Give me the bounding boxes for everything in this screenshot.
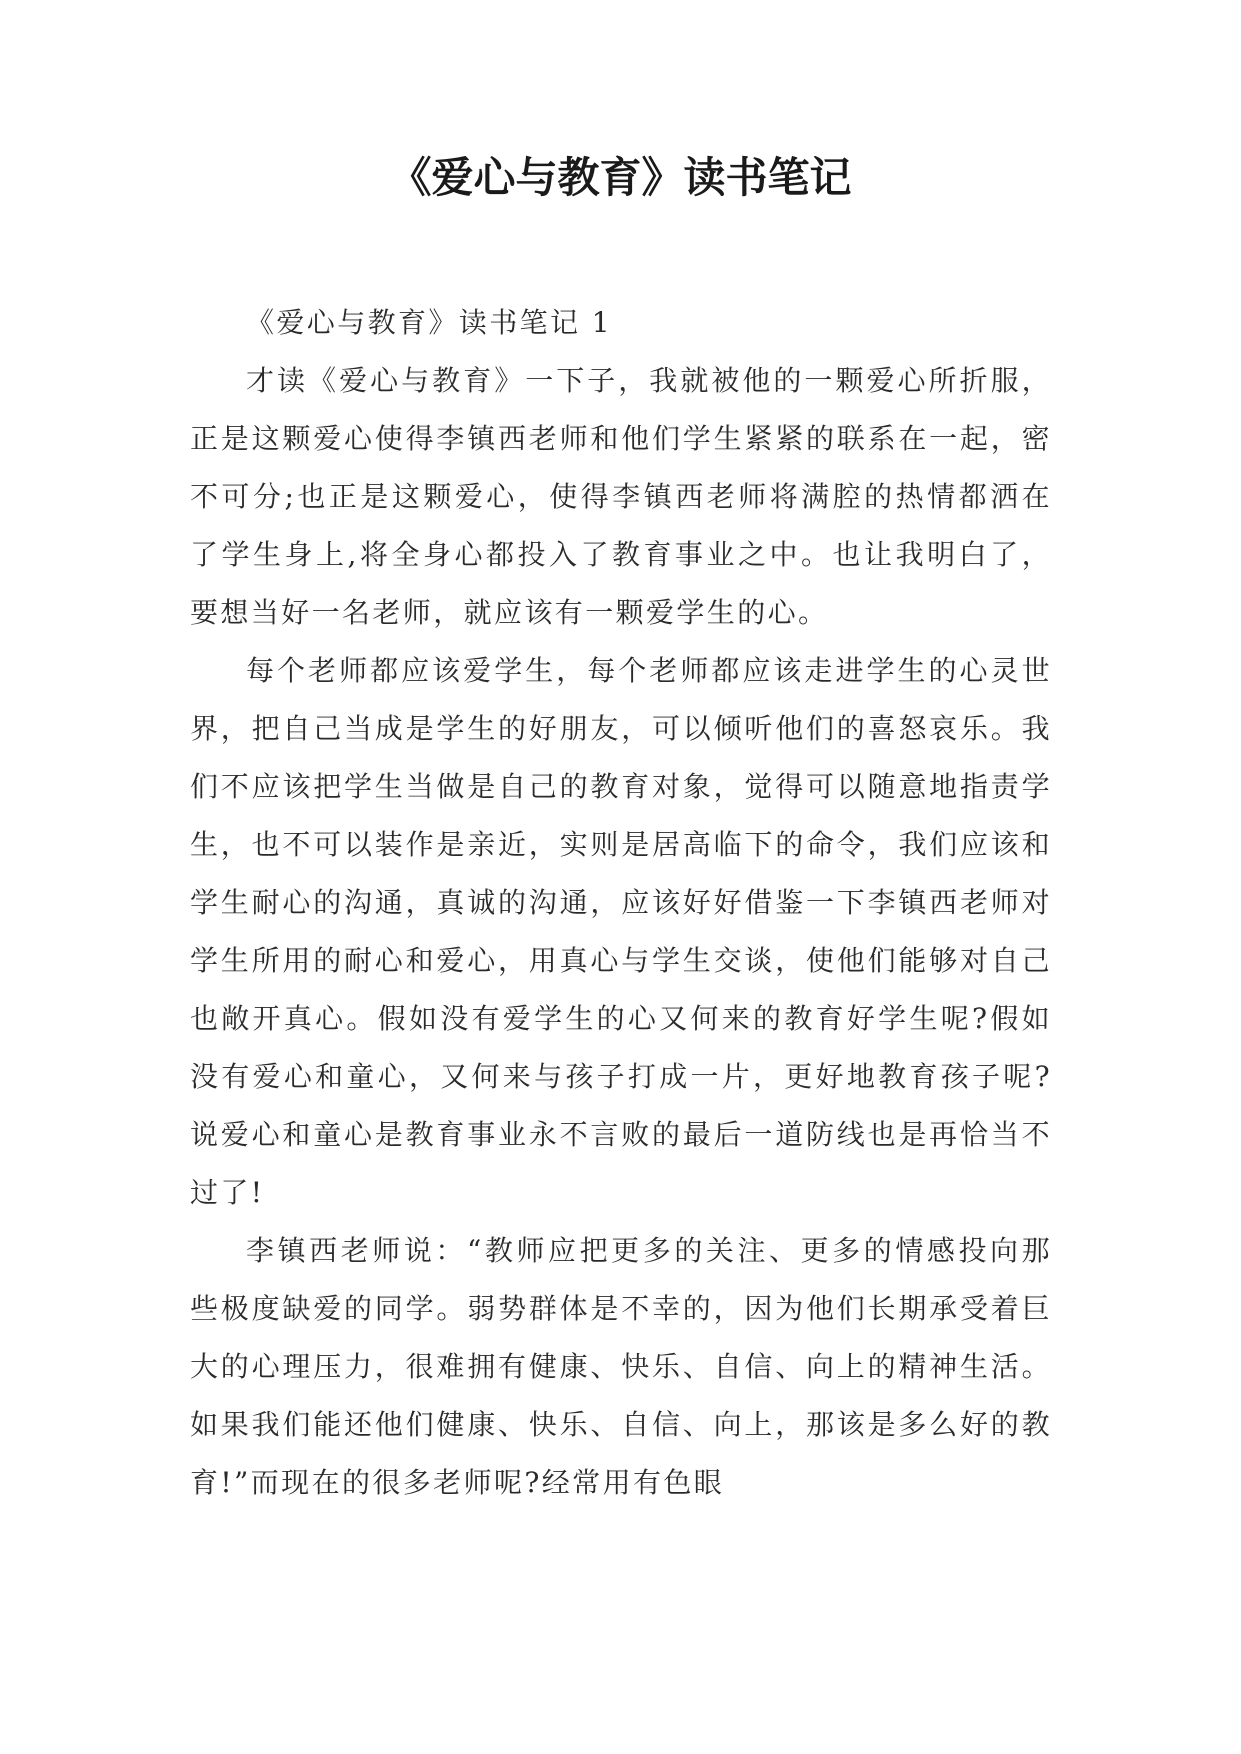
document-body <box>190 294 1052 1512</box>
paragraph-1: 才读《爱心与教育》一下子，我就被他的一颗爱心所折服，正是这颗爱心使得李镇西老师和他们学生紧紧的联系在一起，密不可分;也正是这颗爱心，使得李镇西老师将满腔的热情都洒在了学生身上,将全身心都投入了教育事业之中。也让我明白了，要想当好一名老师，就应该有一颗爱学生的心。 <box>190 364 1052 629</box>
section-heading: 《爱心与教育》读书笔记 1 <box>246 306 612 339</box>
paragraph-3: 李镇西老师说：“教师应把更多的关注、更多的情感投向那些极度缺爱的同学。弱势群体是不幸的，因为他们长期承受着巨大的心理压力，很难拥有健康、快乐、自信、向上的精神生活。如果我们能还他们健康、快乐、自信、向上，那该是多么好的教育!”而现在的很多老师呢?经常用有色眼 <box>190 1234 1052 1499</box>
paragraph-2: 每个老师都应该爱学生，每个老师都应该走进学生的心灵世界，把自己当成是学生的好朋友，可以倾听他们的喜怒哀乐。我们不应该把学生当做是自己的教育对象，觉得可以随意地指责学生，也不可以装作是亲近，实则是居高临下的命令，我们应该和学生耐心的沟通，真诚的沟通，应该好好借鉴一下李镇西老师对学生所用的耐心和爱心，用真心与学生交谈，使他们能够对自己也敞开真心。假如没有爱学生的心又何来的教育好学生呢?假如没有爱心和童心，又何来与孩子打成一片，更好地教育孩子呢?说爱心和童心是教育事业永不言败的最后一道防线也是再恰当不过了! <box>190 654 1052 1209</box>
document-title: 《爱心与教育》读书笔记 <box>389 153 852 202</box>
